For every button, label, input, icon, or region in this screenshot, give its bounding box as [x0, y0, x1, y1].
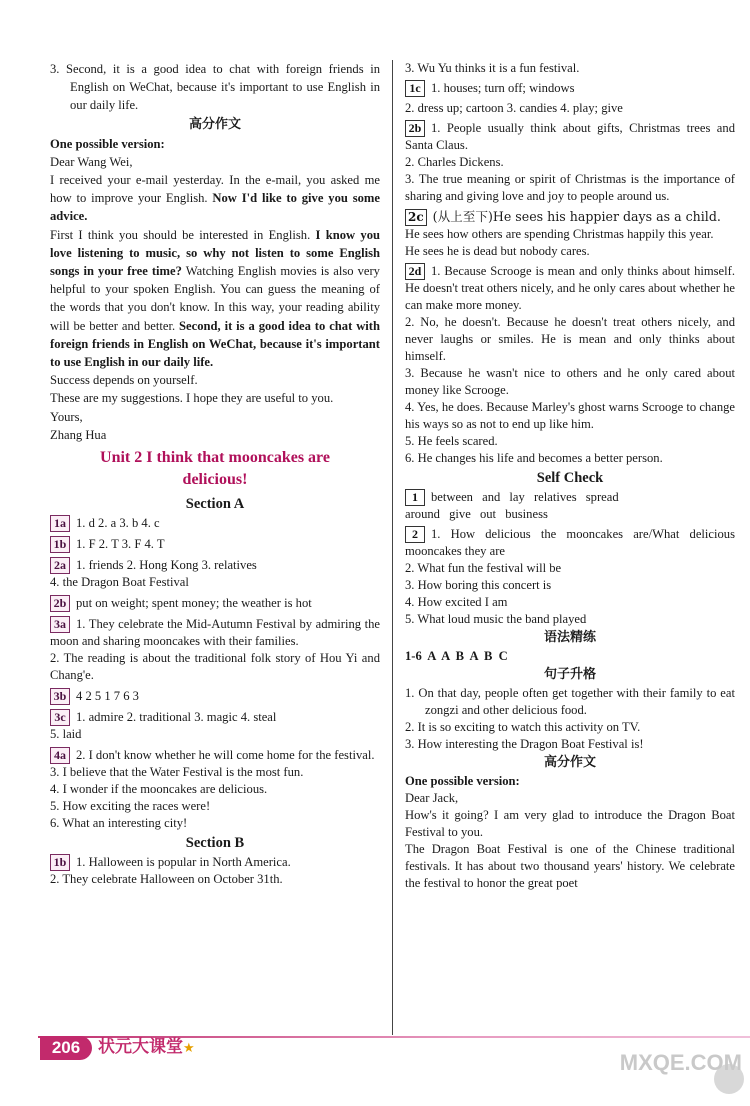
page-number: 206	[40, 1036, 92, 1060]
answer-4a	[50, 747, 380, 764]
right-column	[405, 60, 735, 892]
answer-2c-2: He sees how others are spending Christmas happily this year.	[405, 227, 714, 241]
essay2-version: One possible version:	[405, 774, 520, 788]
section-a-heading: Section A	[185, 496, 245, 513]
answer-3a	[50, 616, 380, 650]
answer-2a	[50, 557, 380, 574]
answer-2d-4: 4. Yes, he does. Because Marley's ghost warns Scrooge to change his ways so as not to end up like him.	[405, 400, 735, 431]
grammar-heading: 语法精练	[543, 630, 596, 645]
answer-2d	[405, 263, 735, 314]
essay2-paragraph-1: How's it going? I am very glad to introduce the Dragon Boat Festival to you.	[405, 808, 735, 839]
self-check-heading: Self Check	[536, 470, 604, 486]
watermark: MXQE.COM	[619, 1050, 742, 1075]
answer-text: 4 2 5 1 7 6 3	[76, 689, 139, 704]
essay1-closing: Yours,	[50, 409, 83, 424]
answer-2d-6: 6. He changes his life and becomes a better person.	[405, 451, 663, 465]
column-divider	[392, 60, 393, 1035]
answer-text: 1. F 2. T 3. F 4. T	[76, 537, 165, 552]
answer-2b-r-2: 2. Charles Dickens.	[405, 155, 504, 169]
self-check-2-2: 2. What fun the festival will be	[405, 561, 562, 575]
answer-2d-2: 2. No, he doesn't. Because he doesn't treat others nicely, and never laughs or smiles. He is mean and only thinks about himself.	[405, 315, 735, 363]
answer-2d-3: 3. Because he wasn't nice to others and he only cared about money like Scrooge.	[405, 366, 735, 397]
answer-4a-6: 6. What an interesting city!	[50, 816, 188, 831]
answer-4a-4: 4. I wonder if the mooncakes are delicious.	[50, 782, 268, 797]
essay1-p1b: Now I'd like to give you some advice.	[50, 191, 381, 224]
answer-text: 1. houses; turn off; windows	[431, 81, 575, 95]
section-b-heading: Section B	[185, 835, 245, 852]
answer-3b	[50, 688, 380, 705]
exercise-tag: 2	[405, 526, 425, 543]
exercise-tag: 3b	[50, 688, 70, 705]
unit-title	[50, 447, 380, 491]
answer-3c	[50, 709, 380, 726]
star-icon: ★	[183, 1041, 195, 1056]
essay2-heading: 高分作文	[543, 755, 596, 770]
self-check-2-5: 5. What loud music the band played	[405, 612, 587, 626]
exercise-tag: 1c	[405, 80, 425, 97]
essay1-version: One possible version:	[50, 136, 165, 151]
answer-1b	[50, 536, 380, 553]
essay1-p2d: Second, it is a good idea to chat with foreign friends in English on WeChat, because it's important to use English in our daily life.	[50, 318, 380, 370]
answer-2a-cont: 4. the Dragon Boat Festival	[50, 575, 189, 590]
essay1-heading: 高分作文	[188, 116, 241, 132]
answer-text: 1. People usually think about gifts, Christmas trees and Santa Claus.	[405, 121, 735, 152]
answer-text: 1. Because Scrooge is mean and only thinks about himself. He doesn't treat others nicely, and he only cares about whether he can make more money.	[405, 264, 735, 312]
answer-4a-3: 3. I believe that the Water Festival is the most fun.	[50, 765, 304, 780]
self-check-2	[405, 526, 735, 560]
exercise-tag: 2d	[405, 263, 425, 280]
answer-2c	[405, 208, 735, 226]
exercise-tag: 2a	[50, 557, 70, 574]
exercise-tag: 3c	[50, 709, 70, 726]
self-check-1-2: around give out business	[405, 507, 548, 521]
answer-text: 2. I don't know whether he will come home for the festival.	[76, 748, 375, 763]
answer-b-1b	[50, 854, 380, 871]
exercise-tag: 2c	[405, 209, 427, 226]
exercise-tag: 1	[405, 489, 425, 506]
answer-3a-2: 2. The reading is about the traditional folk story of Hou Yi and Chang'e.	[50, 651, 380, 683]
grammar-answers: 1-6 A A B A B C	[405, 649, 508, 663]
answer-4a-5: 5. How exciting the races were!	[50, 799, 211, 814]
answer-1a	[50, 515, 380, 532]
brand-text: 状元大课堂	[98, 1037, 183, 1057]
answer-text: 1. How delicious the mooncakes are/What delicious mooncakes they are	[405, 527, 735, 558]
exercise-tag: 1a	[50, 515, 70, 532]
answer-1c	[405, 80, 735, 97]
essay1-p2b: I know you love listening to music, so why not listen to some English songs in your free time?	[50, 227, 380, 279]
essay1-paragraph-3: Success depends on yourself.	[50, 373, 198, 388]
essay2-paragraph-2: The Dragon Boat Festival is one of the Chinese traditional festivals. It has about two thousand years' history. We celebrate the festival to honor the great poet	[405, 842, 735, 890]
brand-logo	[98, 1034, 195, 1062]
unit-title-line-2: delicious!	[182, 471, 248, 489]
exercise-tag: 2b	[50, 595, 70, 612]
self-check-2-4: 4. How excited I am	[405, 595, 508, 609]
answer-2c-3: He sees he is dead but nobody cares.	[405, 244, 590, 258]
exercise-tag: 1b	[50, 536, 70, 553]
answer-text: 1. They celebrate the Mid-Autumn Festival by admiring the moon and sharing mooncakes with their families.	[50, 617, 380, 649]
essay2-greeting: Dear Jack,	[405, 791, 459, 805]
answer-2d-5: 5. He feels scared.	[405, 434, 498, 448]
intro-line: 3. Second, it is a good idea to chat with foreign friends in English on WeChat, because it's important to use English in our daily life.	[50, 62, 380, 113]
answer-text: 1. Halloween is popular in North America.	[76, 855, 291, 870]
answer-2b-r	[405, 120, 735, 154]
essay1-paragraph-2	[50, 226, 380, 372]
answer-2b-r-3: 3. The true meaning or spirit of Christmas is the importance of sharing and giving love and joy to people around us.	[405, 172, 735, 203]
essay1-paragraph-4: These are my suggestions. I hope they are useful to you.	[50, 391, 334, 406]
sentence-1: 1. On that day, people often get together with their family to eat zongzi and other delicious food.	[405, 686, 735, 717]
sentence-3: 3. How interesting the Dragon Boat Festival is!	[405, 737, 644, 751]
essay1-paragraph-1	[50, 171, 380, 226]
right-intro: 3. Wu Yu thinks it is a fun festival.	[405, 61, 580, 75]
sentence-heading: 句子升格	[543, 667, 596, 682]
unit-title-line-1: Unit 2 I think that mooncakes are	[100, 449, 330, 467]
answer-3c-5: 5. laid	[50, 727, 82, 742]
exercise-tag: 2b	[405, 120, 425, 137]
answer-1c-2: 2. dress up; cartoon 3. candies 4. play; give	[405, 101, 623, 115]
self-check-2-3: 3. How boring this concert is	[405, 578, 552, 592]
exercise-tag: 1b	[50, 854, 70, 871]
answer-text: between and lay relatives spread	[431, 490, 619, 504]
answer-b-1b-2: 2. They celebrate Halloween on October 31th.	[50, 872, 283, 887]
exercise-tag: 3a	[50, 616, 70, 633]
answer-text: (从上至下)He sees his happier days as a child.	[432, 209, 721, 224]
answer-text: 1. admire 2. traditional 3. magic 4. steal	[76, 710, 277, 725]
essay1-greeting: Dear Wang Wei,	[50, 154, 133, 169]
self-check-1	[405, 489, 735, 506]
essay1-p2a: First I think you should be interested in English.	[50, 227, 316, 242]
sentence-2: 2. It is so exciting to watch this activity on TV.	[405, 720, 641, 734]
essay1-p2c: Watching English movies is also very helpful to your spoken English. You can guess the meaning of the words that you don't know. In this way, your reading ability will be better and better.	[50, 264, 380, 333]
answer-text: put on weight; spent money; the weather is hot	[76, 596, 312, 611]
essay1-name: Zhang Hua	[50, 427, 107, 442]
essay1-p1a: I received your e-mail yesterday. In the e-mail, you asked me how to improve your English.	[50, 173, 380, 206]
answer-text: 1. friends 2. Hong Kong 3. relatives	[76, 558, 257, 573]
answer-2b	[50, 595, 380, 612]
exercise-tag: 4a	[50, 747, 70, 764]
left-column	[50, 60, 380, 888]
answer-text: 1. d 2. a 3. b 4. c	[76, 516, 160, 531]
